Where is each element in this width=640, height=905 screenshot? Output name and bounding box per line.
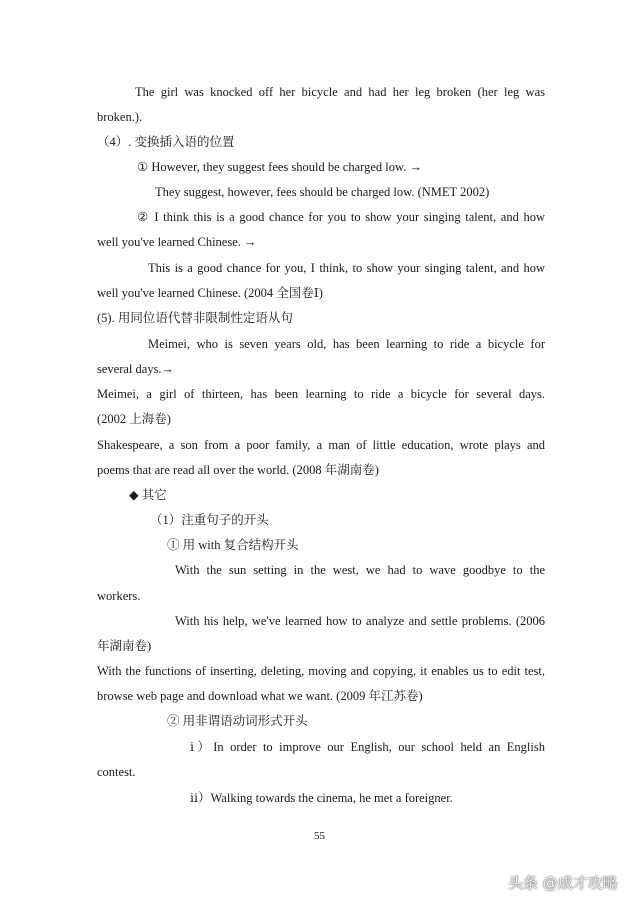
text-line: ① However, they suggest fees should be charged low. → bbox=[137, 160, 422, 174]
text-line: This is a good chance for you, I think, to show your singing talent, and how bbox=[148, 261, 545, 275]
text-line: With his help, we've learned how to analyze and settle problems. (2006 bbox=[175, 614, 545, 628]
text-line: They suggest, however, fees should be charged low. (NMET 2002) bbox=[155, 185, 490, 199]
text-line: ② I think this is a good chance for you to show your singing talent, and how bbox=[137, 210, 545, 224]
subsection-heading: （1）注重句子的开头 bbox=[150, 513, 269, 527]
text-line: 年湖南卷) bbox=[97, 639, 152, 653]
text-line: browse web page and download what we want. (2009 年江苏卷) bbox=[97, 689, 423, 703]
section-heading: (5). 用同位语代替非限制性定语从句 bbox=[97, 311, 293, 325]
watermark: 头条 @成才攻略 bbox=[508, 874, 618, 892]
text-line: ⅰ）In order to improve our English, our school held an English bbox=[190, 740, 545, 754]
text-line: ⅱ）Walking towards the cinema, he met a foreigner. bbox=[190, 791, 453, 805]
text-line: workers. bbox=[97, 589, 141, 603]
page-number: 55 bbox=[314, 830, 325, 842]
text-line: well you've learned Chinese. → bbox=[97, 235, 257, 249]
text-line: The girl was knocked off her bicycle and had her leg broken (her leg was bbox=[135, 85, 545, 99]
subsection-heading: ① 用 with 复合结构开头 bbox=[167, 538, 299, 552]
text-line: With the functions of inserting, deleting, moving and copying, it enables us to edit test, bbox=[97, 664, 545, 678]
text-line: well you've learned Chinese. (2004 全国卷Ⅰ) bbox=[97, 286, 323, 300]
text-line: Meimei, a girl of thirteen, has been learning to ride a bicycle for several days. bbox=[97, 387, 545, 401]
section-heading: ◆ 其它 bbox=[129, 488, 167, 502]
text-line: contest. bbox=[97, 765, 136, 779]
text-line: several days.→ bbox=[97, 362, 175, 376]
subsection-heading: ② 用非谓语动词形式开头 bbox=[167, 714, 308, 728]
text-line: (2002 上海卷) bbox=[97, 412, 171, 426]
text-line: Shakespeare, a son from a poor family, a man of little education, wrote plays and bbox=[97, 438, 545, 452]
text-line: broken.). bbox=[97, 110, 143, 124]
section-heading: （4）. 变换插入语的位置 bbox=[97, 135, 235, 149]
text-line: poems that are read all over the world. (2008 年湖南卷) bbox=[97, 463, 379, 477]
text-line: With the sun setting in the west, we had to wave goodbye to the bbox=[175, 563, 545, 577]
text-line: Meimei, who is seven years old, has been learning to ride a bicycle for bbox=[148, 337, 545, 351]
